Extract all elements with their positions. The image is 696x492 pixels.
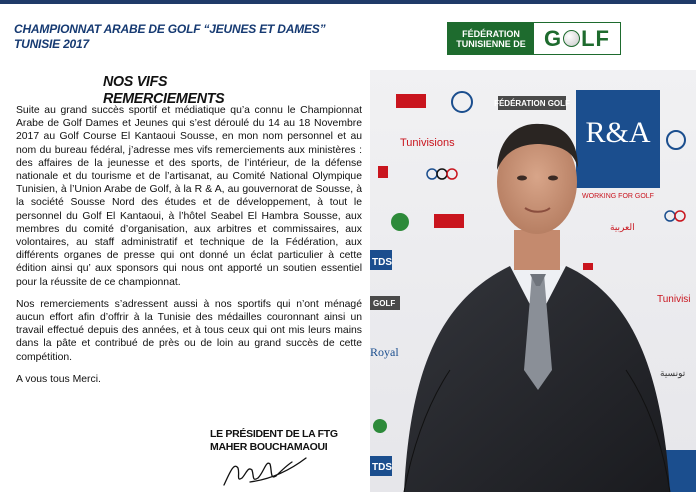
signatory-role: LE PRÉSIDENT DE LA FTG (210, 428, 338, 440)
photo-scene (370, 70, 696, 492)
top-border (0, 0, 696, 4)
federation-logo-golf-word (534, 23, 620, 54)
federation-logo-line1: FÉDÉRATION (462, 28, 520, 39)
letter-paragraph-3: A vous tous Merci. (16, 373, 101, 385)
president-photo (370, 70, 696, 492)
letter-body (16, 104, 362, 395)
tunivisions-logo: Tunivisions (400, 137, 455, 149)
letter-paragraph-1: Suite au grand succès sportif et médiatique qu’a connu le Championnat Arabe de Golf Dames et Jeunes qui s’est déroulé du 14 au 18 Novembre 2017 au Golf Course El Kantaoui Sousse, en mon nom personnel et au nom du bureau fédéral, j’adresse mes vifs remerciements aux ministères : des affaires de la jeunesse et des sports, de l’intérieur, de la défense nationale et du tourisme et de l’artisanat, au Comité National Olympique Tunisien, à l’Union Arabe de Golf, à la R & A, au gouvernorat de Sousse, à la société Sousse Nord des études et de développement, à tout le personnel du Golf El Kantaoui, à l’hôtel Seabel El Hambra Sousse, aux membres du comité d’organisation, aux arbitres et commissaires, aux volontaires, au staff administratif et technique de la Fédération, aux différents organes de presse qui ont donné un éclat particulier à cette édition ainsi qu’ aux sponsors qui nous ont apporté un soutien essentiel pour la réussite de ce championnat. (16, 105, 362, 288)
tds-logo: TDS (372, 257, 392, 268)
handwritten-signature (220, 452, 310, 490)
federation-logo-line2: TUNISIENNE DE (456, 38, 526, 49)
golf-letter-g: G (543, 25, 563, 51)
royal-logo: Royal (370, 345, 399, 359)
backdrop-golf-text: GOLF (373, 299, 396, 308)
tunivisions-logo-2: Tunivisi (657, 294, 691, 305)
backdrop-arabic-text-2: تونسية (660, 368, 686, 378)
ra-tagline: WORKING FOR GOLF (582, 193, 654, 200)
backdrop-federation-text: FÉDÉRATION GOLF (494, 99, 570, 108)
federation-logo-text (448, 23, 534, 54)
golf-ball-icon (563, 30, 580, 47)
header-title-line2: TUNISIE 2017 (14, 37, 89, 51)
signature-block (210, 428, 338, 454)
header-title (14, 22, 325, 52)
tds-logo-2: TDS (372, 462, 392, 473)
golf-letters-lf: LF (581, 25, 610, 51)
backdrop-arabic-text-1: العربية (610, 222, 635, 232)
federation-logo (447, 22, 621, 55)
ra-logo-text: R&A (585, 116, 651, 149)
header-title-line1: CHAMPIONNAT ARABE DE GOLF “JEUNES ET DAMES” (14, 22, 326, 36)
page-heading: NOS VIFS REMERCIEMENTS (103, 73, 225, 107)
letter-paragraph-2: Nos remerciements s’adressent aussi à nos sportifs qui n’ont ménagé aucun effort afin d’offrir à la Tunisie des médailles couronnant ainsi un travail effectué depuis des années, et à tous ceux qui ont mis leurs mains dans la pâte et contribué de près ou de loin au grand succès de cette compétition. (16, 298, 362, 363)
signatory-name: MAHER BOUCHAMAOUI (210, 441, 328, 453)
